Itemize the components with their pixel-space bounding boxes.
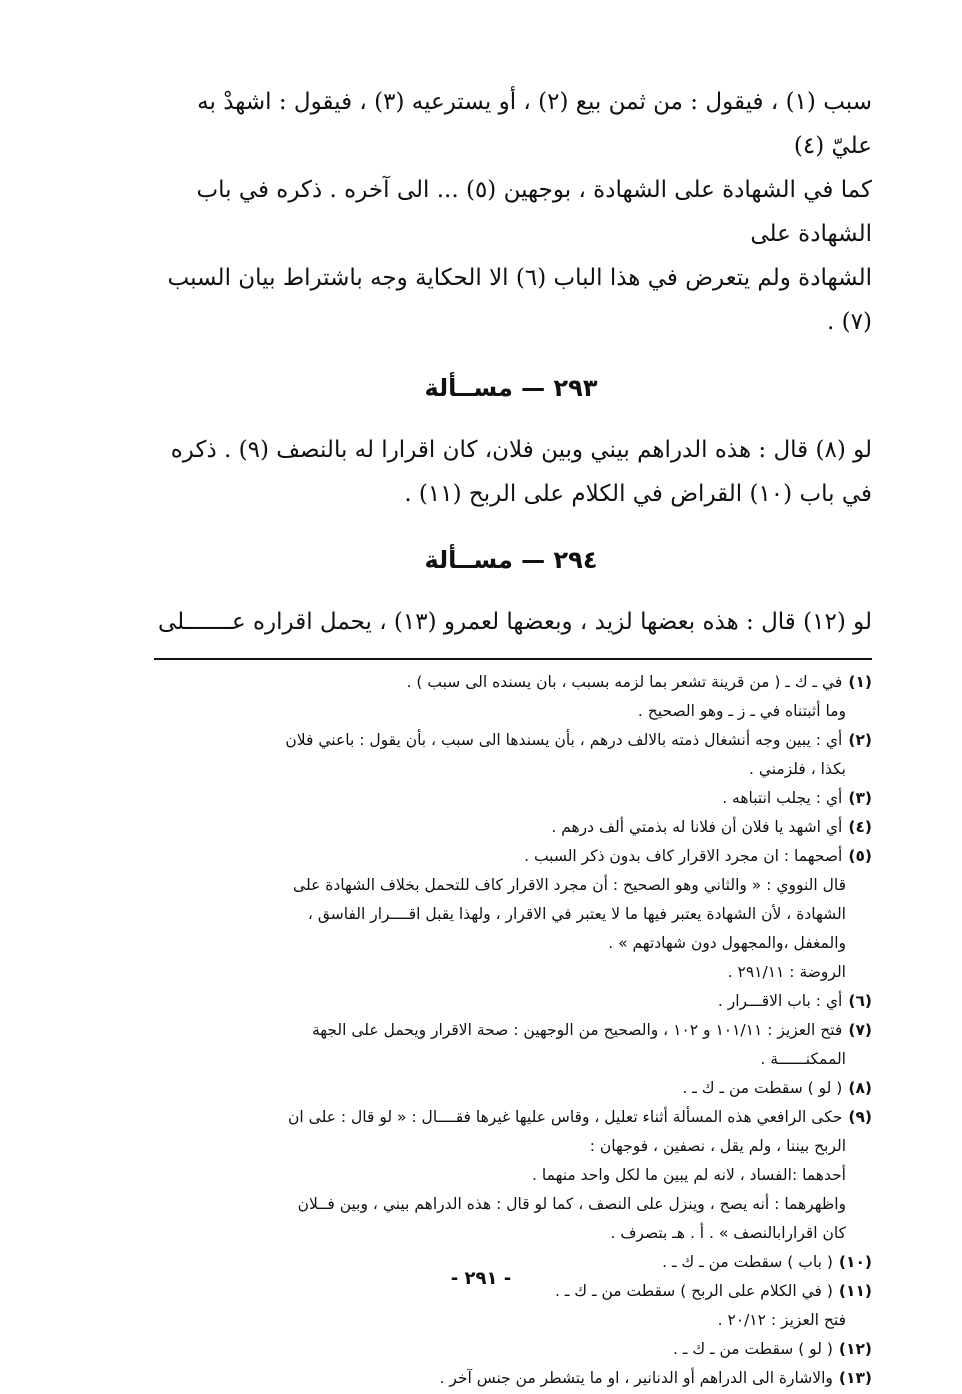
- main-line: لو (١٢) قال : هذه بعضها لزيد ، وبعضها لعمرو (١٣) ، يحمل اقراره عـــــــلى: [158, 609, 872, 635]
- footnote-line: أصحهما : ان مجرد الاقرار كاف بدون ذكر السبب .: [524, 847, 843, 865]
- footnote-2: [150, 726, 872, 784]
- footnote-line: الروضة : ٢٩١/١١ .: [727, 963, 846, 981]
- footnote-line: أي اشهد يا فلان أن فلانا له بذمتي ألف درهم .: [551, 818, 843, 836]
- book-page: [150, 80, 872, 1393]
- section-heading-293: ٢٩٣ — مســألة: [424, 374, 598, 402]
- footnote-line: فتح العزيز : ١٠١/١١ و ١٠٢ ، والصحيح من الوجهين : صحة الاقرار ويحمل على الجهة: [311, 1021, 843, 1039]
- footnote-5: [150, 842, 872, 987]
- footnote-line: فتح العزيز : ٢٠/١٢ .: [717, 1311, 846, 1329]
- footnote-number: (٥): [848, 847, 872, 865]
- footnote-line: واظهرهما : أنه يصح ، وينزل على النصف ، كما لو قال : هذه الدراهم بيني ، وبين فــلان: [297, 1195, 846, 1213]
- footnote-line: كان اقرارابالنصف » . أ . هـ بتصرف .: [610, 1224, 846, 1242]
- footnote-line: بكذا ، فلزمني .: [748, 760, 846, 778]
- footnote-line: والمغفل ،والمجهول دون شهادتهم » .: [608, 934, 846, 952]
- footnote-number: (١٣): [838, 1369, 872, 1387]
- main-line: الشهادة ولم يتعرض في هذا الباب (٦) الا الحكاية وجه باشتراط بيان السبب (٧) .: [167, 265, 872, 335]
- footnote-line: ( باب ) سقطت من ـ ك ـ .: [662, 1253, 833, 1271]
- footnote-line: في ـ ك ـ ( من قرينة تشعر بما لزمه بسبب ، بان يسنده الى سبب ) .: [406, 673, 843, 691]
- footnote-number: (٨): [848, 1079, 872, 1097]
- footnote-line: الربح بيننا ، ولم يقل ، نصفين ، فوجهان :: [589, 1137, 846, 1155]
- footnote-7: [150, 1016, 872, 1074]
- footnote-line: قال النووي : « والثاني وهو الصحيح : أن مجرد الاقرار كاف للتحمل بخلاف الشهادة على: [293, 876, 846, 894]
- main-line: لو (٨) قال : هذه الدراهم بيني وبين فلان، كان اقرارا له بالنصف (٩) . ذكره: [170, 437, 872, 463]
- footnote-number: (٧): [848, 1021, 872, 1039]
- footnote-3: [150, 784, 872, 813]
- footnote-line: أي : يبين وجه أنشغال ذمته بالالف درهم ، بأن يسندها الى سبب ، بأن يقول : باعني فلان: [285, 731, 843, 749]
- section-heading-294: ٢٩٤ — مســألة: [424, 546, 598, 574]
- footnote-1: [150, 668, 872, 726]
- footnote-line: أي : يجلب انتباهه .: [722, 789, 843, 807]
- footnote-13: [150, 1364, 872, 1393]
- main-line: كما في الشهادة على الشهادة ، بوجهين (٥) ... الى آخره . ذكره في باب الشهادة على: [196, 177, 872, 247]
- footnote-number: (٤): [848, 818, 872, 836]
- footnote-line: ( في الكلام على الربح ) سقطت من ـ ك ـ .: [554, 1282, 833, 1300]
- main-line: في باب (١٠) القراض في الكلام على الربح (١١) .: [404, 481, 872, 507]
- footnote-number: (٦): [848, 992, 872, 1010]
- footnote-line: أي : باب الاقـــرار .: [717, 992, 843, 1010]
- footnote-line: الشهادة ، لأن الشهادة يعتبر فيها ما لا يعتبر في الاقرار ، ولهذا يقبل اقــــرار الفاسق ،: [307, 905, 846, 923]
- page-number: - ٢٩١ -: [450, 1268, 512, 1289]
- footnote-divider: [154, 658, 872, 660]
- footnote-number: (٢): [848, 731, 872, 749]
- main-line: سبب (١) ، فيقول : من ثمن بيع (٢) ، أو يسترعيه (٣) ، فيقول : اشهدْ به عليّ (٤): [197, 89, 872, 159]
- footnote-number: (١٢): [838, 1340, 872, 1358]
- footnote-8: [150, 1074, 872, 1103]
- footnote-number: (٣): [848, 789, 872, 807]
- footnote-line: حكى الرافعي هذه المسألة أثناء تعليل ، وقاس عليها غيرها فقــــال : « لو قال : على ان: [288, 1108, 843, 1126]
- footnote-line: أحدهما :الفساد ، لانه لم يبين ما لكل واحد منهما .: [532, 1166, 846, 1184]
- main-text: [150, 80, 872, 644]
- footnote-line: وما أثبتناه في ـ ز ـ وهو الصحيح .: [637, 702, 846, 720]
- footnote-number: (٩): [848, 1108, 872, 1126]
- footnote-line: الممكنــــــة .: [760, 1050, 846, 1068]
- footnote-line: والاشارة الى الدراهم أو الدنانير ، او ما يتشطر من جنس آخر .: [439, 1369, 833, 1387]
- footnote-number: (١١): [838, 1282, 872, 1300]
- footnote-number: (١٠): [838, 1253, 872, 1271]
- footnote-line: ( لو ) سقطت من ـ ك ـ .: [673, 1340, 833, 1358]
- footnote-4: [150, 813, 872, 842]
- footnote-12: [150, 1335, 872, 1364]
- footnote-line: ( لو ) سقطت من ـ ك ـ .: [682, 1079, 843, 1097]
- footnote-9: [150, 1103, 872, 1248]
- footnote-6: [150, 987, 872, 1016]
- footnote-number: (١): [848, 673, 872, 691]
